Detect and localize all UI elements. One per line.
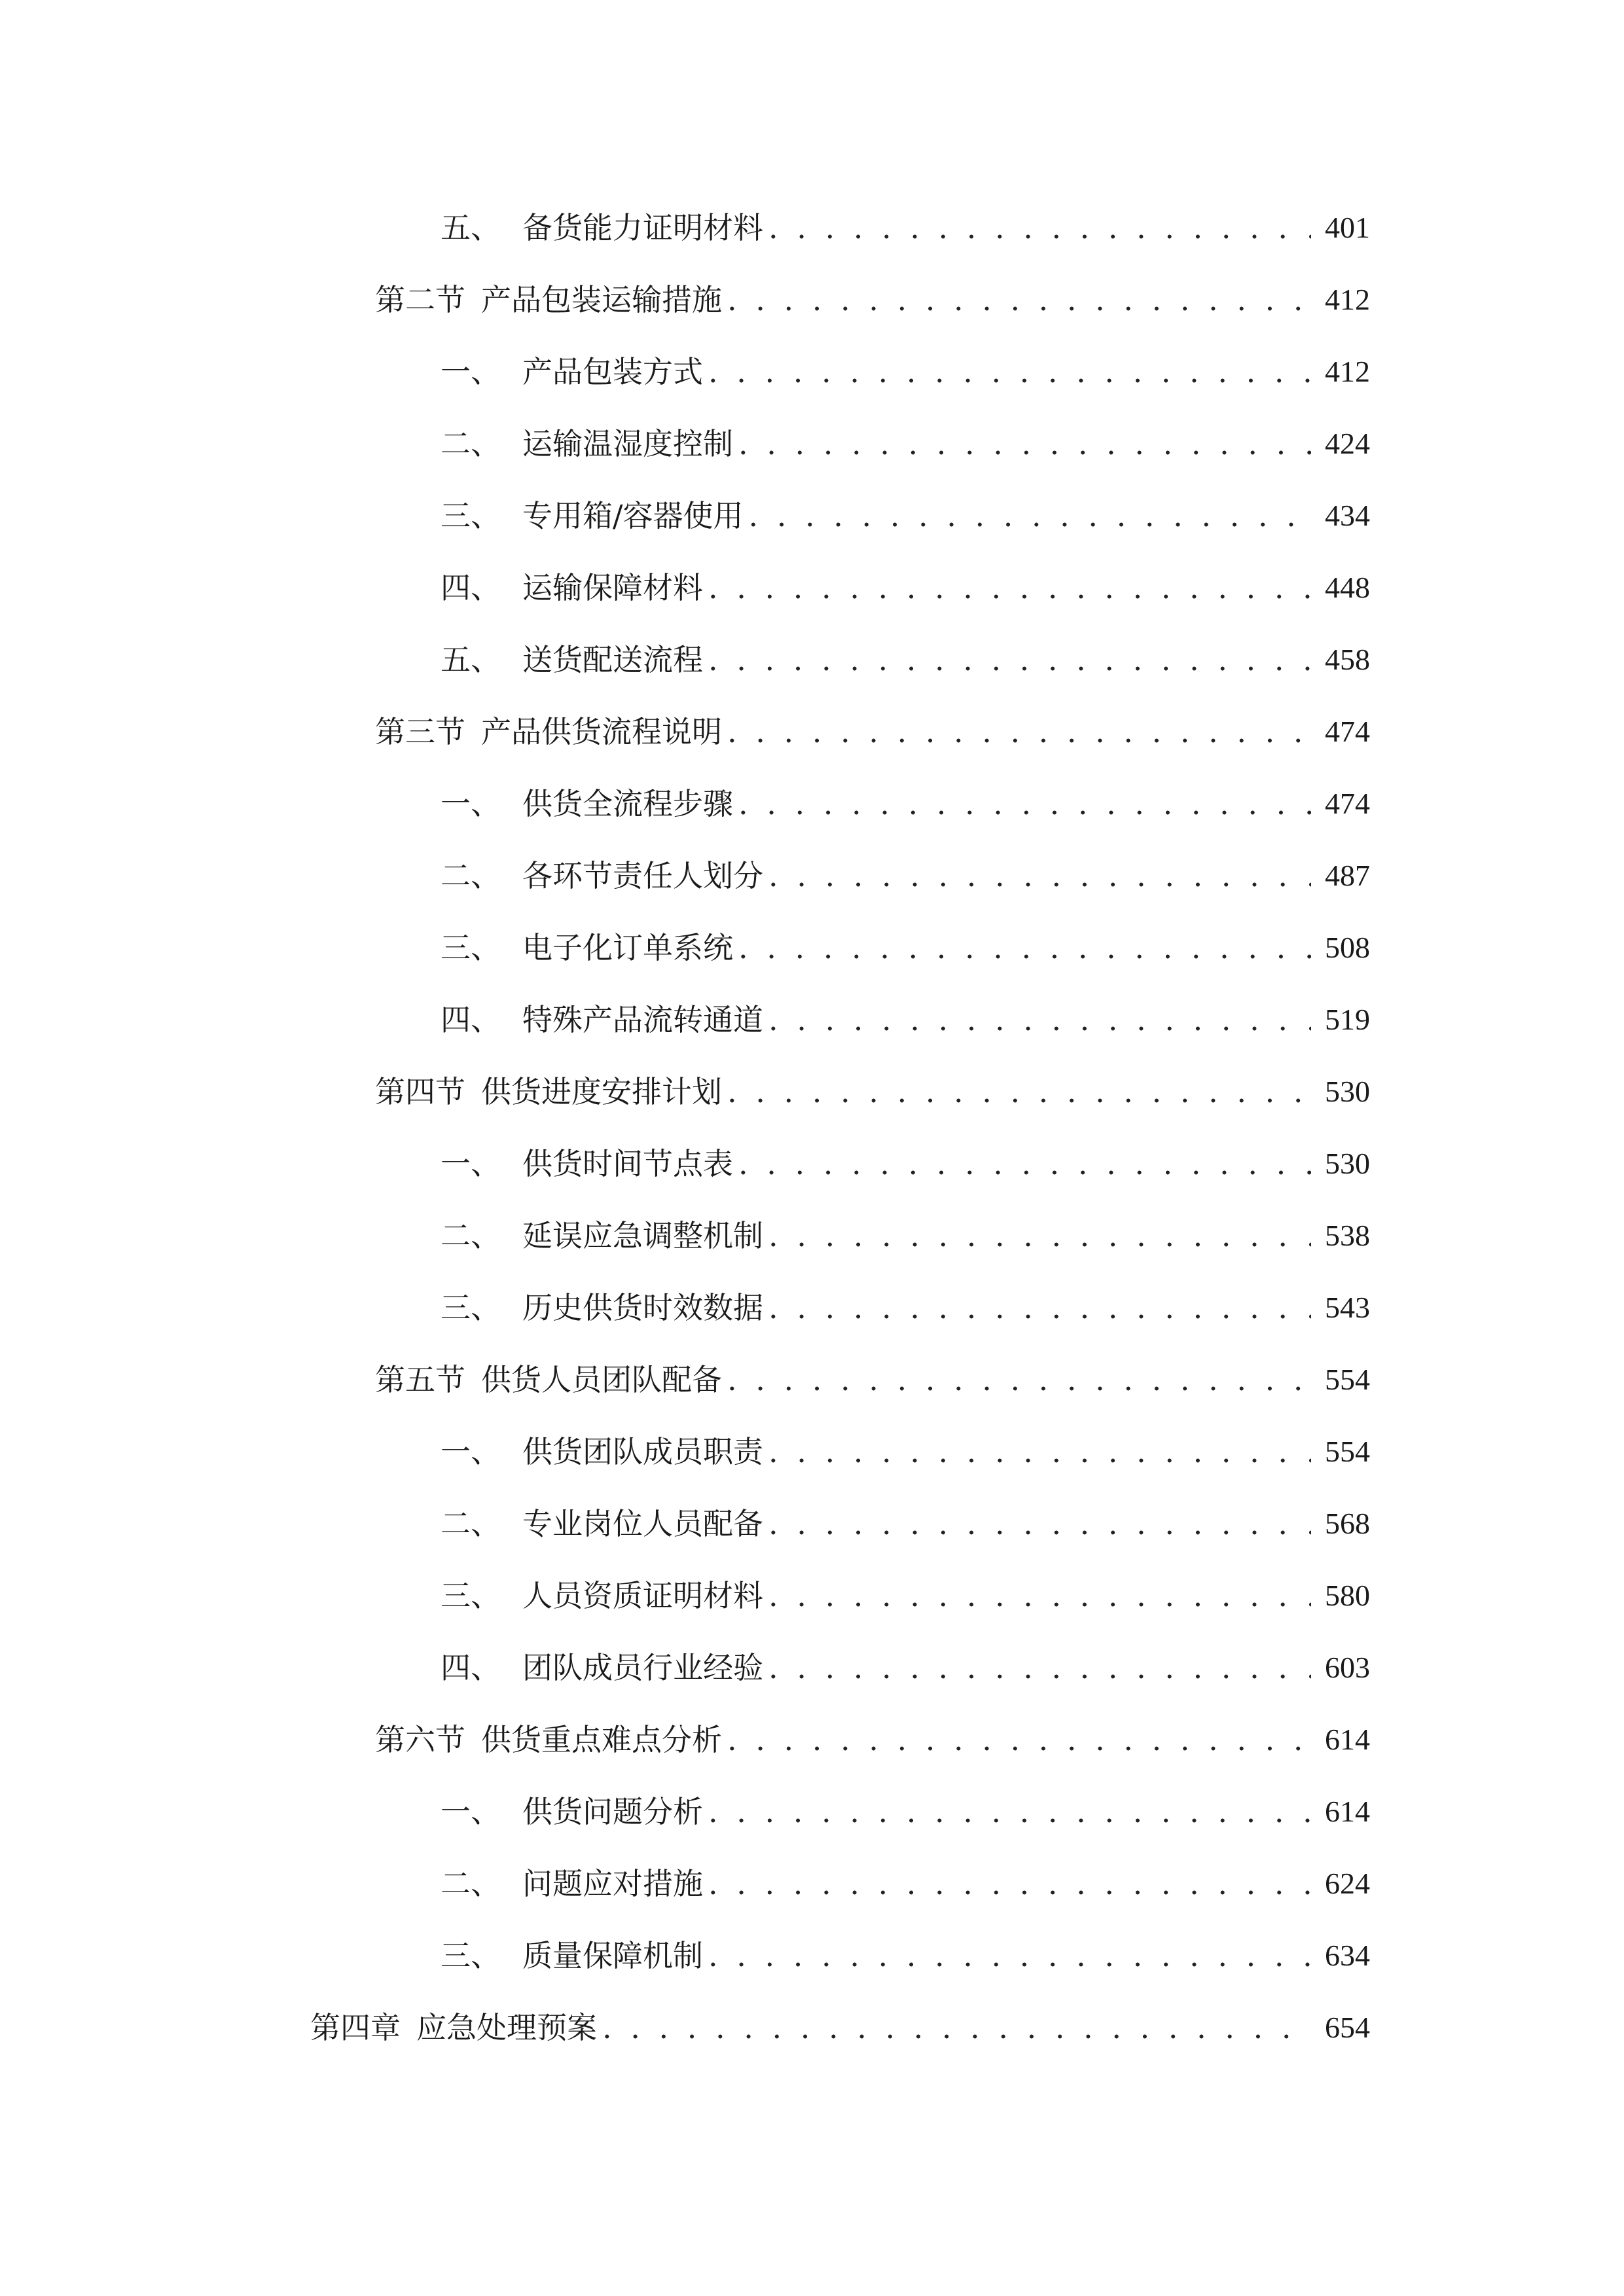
toc-entry-page: 508 [1325,931,1370,964]
toc-entry-page: 474 [1325,715,1370,748]
dot-leader [708,1789,1311,1835]
toc-entry-number: 一、 [441,1146,501,1181]
dot-leader [738,781,1311,827]
dot-leader [768,853,1311,899]
dot-leader [727,709,1311,755]
dot-leader [768,1285,1311,1331]
toc-entry-page: 434 [1325,499,1370,532]
toc-entry-number: 五、 [441,642,501,677]
toc-entry[interactable] [441,925,1370,971]
toc-entry-number: 五、 [441,210,501,245]
toc-entry-number: 三、 [441,498,501,533]
toc-entry[interactable] [441,349,1370,395]
toc-entry-title: 质量保障机制 [522,1938,703,1973]
toc-entry[interactable] [375,709,1370,755]
toc-entry[interactable] [375,277,1370,323]
toc-entry-number: 二、 [441,426,501,461]
toc-entry-page: 614 [1325,1723,1370,1756]
toc-entry[interactable] [375,1357,1370,1403]
toc-entry-number: 三、 [441,1938,501,1973]
dot-leader [738,1141,1311,1187]
toc-entry[interactable] [441,1141,1370,1187]
toc-entry-number: 一、 [441,786,501,821]
toc-entry-number: 三、 [441,1578,501,1613]
toc-entry-title: 供货人员团队配备 [481,1362,722,1397]
toc-entry-title: 问题应对措施 [522,1866,703,1901]
toc-entry-page: 401 [1325,211,1370,244]
toc-entry-page: 654 [1325,2011,1370,2044]
toc-entry-number: 第二节 [375,282,465,317]
toc-entry-title: 产品包装方式 [522,354,703,389]
toc-entry-number: 二、 [441,858,501,893]
toc-entry-page: 412 [1325,283,1370,316]
toc-entry[interactable] [441,1285,1370,1331]
toc-entry-number: 第四章 [310,2010,401,2045]
dot-leader [602,2005,1311,2051]
toc-entry-number: 第五节 [375,1362,465,1397]
toc-entry-title: 应急处理预案 [416,2010,597,2045]
toc-entry[interactable] [441,997,1370,1043]
toc-entry-title: 供货重点难点分析 [481,1722,722,1757]
toc-entry[interactable] [441,1429,1370,1475]
toc-entry-title: 供货问题分析 [522,1794,703,1829]
toc-entry-title: 供货全流程步骤 [522,786,733,821]
toc-entry-number: 三、 [441,1290,501,1325]
toc-entry-title: 专用箱/容器使用 [522,498,744,533]
toc-entry[interactable] [441,1573,1370,1619]
toc-entry-page: 530 [1325,1075,1370,1108]
toc-entry[interactable] [441,637,1370,683]
toc-entry-title: 供货进度安排计划 [481,1074,722,1109]
toc-entry[interactable] [441,1645,1370,1691]
toc-entry-page: 624 [1325,1867,1370,1900]
dot-leader [708,1933,1311,1979]
toc-entry-title: 产品包装运输措施 [481,282,722,317]
toc-entry-page: 580 [1325,1579,1370,1612]
dot-leader [708,565,1311,611]
toc-entry-title: 供货团队成员职责 [522,1434,763,1469]
toc-entry-page: 530 [1325,1147,1370,1180]
toc-entry-page: 568 [1325,1507,1370,1540]
toc-entry-page: 448 [1325,571,1370,604]
dot-leader [768,997,1311,1043]
toc-entry-number: 二、 [441,1506,501,1541]
toc-entry[interactable] [441,421,1370,467]
toc-entry-page: 487 [1325,859,1370,892]
toc-entry-number: 第六节 [375,1722,465,1757]
toc-entry-title: 各环节责任人划分 [522,858,763,893]
toc-entry[interactable] [441,853,1370,899]
dot-leader [727,1357,1311,1403]
toc-entry-title: 运输温湿度控制 [522,426,733,461]
toc-entry-number: 四、 [441,570,501,605]
toc-entry-number: 第三节 [375,714,465,749]
toc-entry[interactable] [375,1717,1370,1763]
toc-entry-title: 历史供货时效数据 [522,1290,763,1325]
toc-entry-number: 一、 [441,354,501,389]
dot-leader [768,1501,1311,1547]
toc-entry-title: 专业岗位人员配备 [522,1506,763,1541]
toc-entry-page: 614 [1325,1795,1370,1828]
toc-entry-page: 554 [1325,1435,1370,1468]
toc-entry-number: 一、 [441,1434,501,1469]
toc-entry[interactable] [441,1213,1370,1259]
toc-entry[interactable] [441,205,1370,251]
toc-entry-number: 四、 [441,1650,501,1685]
toc-entry-number: 一、 [441,1794,501,1829]
toc-entry-title: 延误应急调整机制 [522,1218,763,1253]
toc-entry[interactable] [441,1501,1370,1547]
toc-entry[interactable] [375,1069,1370,1115]
dot-leader [768,1429,1311,1475]
toc-entry-page: 554 [1325,1363,1370,1396]
toc-entry[interactable] [441,493,1370,539]
dot-leader [708,1861,1311,1907]
toc-entry-title: 人员资质证明材料 [522,1578,763,1613]
dot-leader [749,493,1312,539]
toc-entry-number: 二、 [441,1866,501,1901]
toc-entry-page: 634 [1325,1939,1370,1972]
toc-entry-page: 458 [1325,643,1370,676]
toc-entry-title: 供货时间节点表 [522,1146,733,1181]
toc-entry-page: 424 [1325,427,1370,460]
toc-entry-page: 538 [1325,1219,1370,1252]
dot-leader [768,1213,1311,1259]
dot-leader [768,1573,1311,1619]
toc-entry[interactable] [441,1861,1370,1907]
toc-entry-title: 特殊产品流转通道 [522,1002,763,1037]
toc-entry[interactable] [310,2005,1370,2051]
toc-entry-title: 团队成员行业经验 [522,1650,763,1685]
toc-entry-page: 412 [1325,355,1370,388]
toc-entry-page: 519 [1325,1003,1370,1036]
dot-leader [738,421,1311,467]
dot-leader [727,1069,1311,1115]
toc-entry-title: 产品供货流程说明 [481,714,722,749]
toc-entry-page: 474 [1325,787,1370,820]
dot-leader [708,637,1311,683]
dot-leader [768,205,1311,251]
toc-entry-title: 备货能力证明材料 [522,210,763,245]
toc-entry[interactable] [441,1933,1370,1979]
toc-entry-number: 四、 [441,1002,501,1037]
toc-entry-title: 运输保障材料 [522,570,703,605]
toc-entry[interactable] [441,1789,1370,1835]
dot-leader [727,277,1311,323]
dot-leader [738,925,1311,971]
toc-entry-number: 二、 [441,1218,501,1253]
toc-entry-number: 第四节 [375,1074,465,1109]
toc-entry-page: 543 [1325,1291,1370,1324]
toc-entry[interactable] [441,781,1370,827]
toc-entry-title: 送货配送流程 [522,642,703,677]
dot-leader [727,1717,1311,1763]
toc-entry-number: 三、 [441,930,501,965]
toc-entry-page: 603 [1325,1651,1370,1684]
toc-entry-title: 电子化订单系统 [522,930,733,965]
toc-entry[interactable] [441,565,1370,611]
dot-leader [708,349,1311,395]
dot-leader [768,1645,1311,1691]
